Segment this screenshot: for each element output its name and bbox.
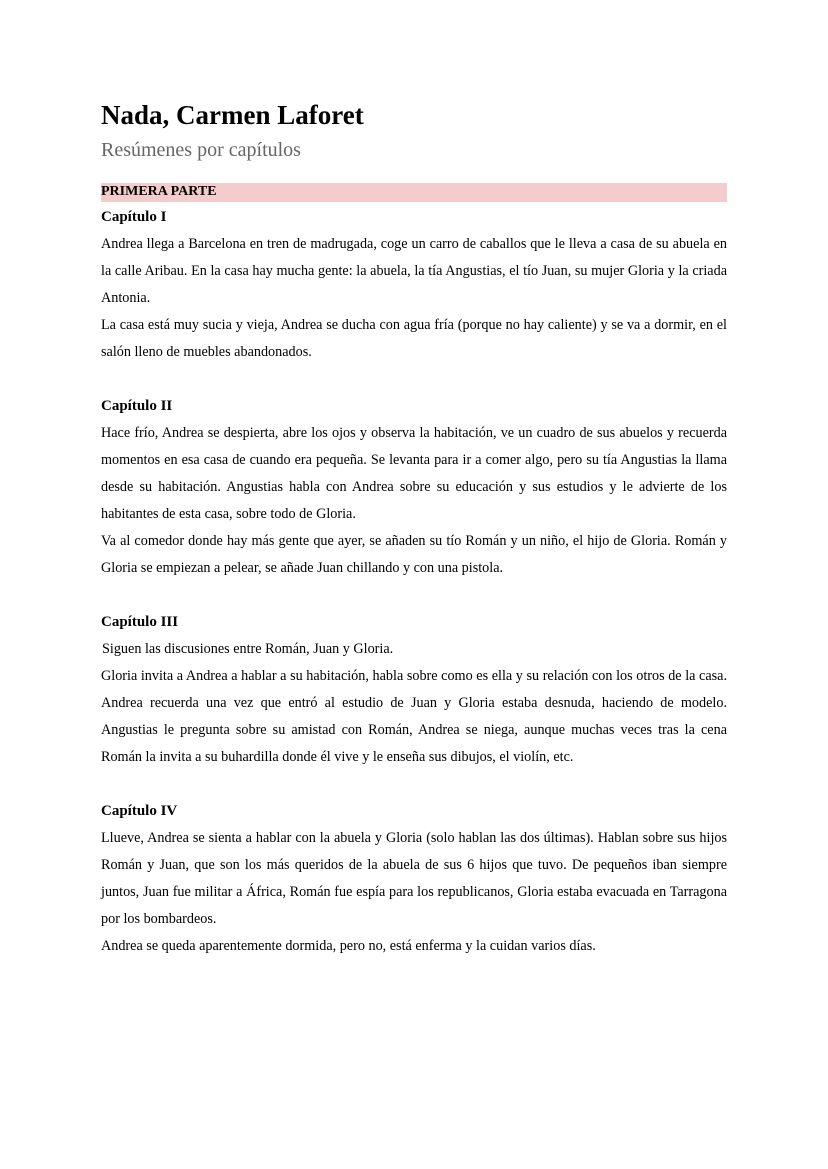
section-spacer [101, 366, 727, 393]
chapter-heading: Capítulo III [101, 614, 179, 630]
document-subtitle: Resúmenes por capítulos [101, 139, 301, 161]
chapter-paragraph: Andrea se queda aparentemente dormida, pero no, está enferma y la cuidan varios días. [101, 938, 596, 954]
chapter-paragraph: Llueve, Andrea se sienta a hablar con la abuela y Gloria (solo hablan las dos últimas). Hablan sobre sus hijos Román y Juan, que son los más queridos de la abuela de sus 6 hijos que tuvo. De pequeños iban siempre juntos, Juan fue militar a África, Román fue espía para los republicanos, Gloria estaba evacuada en Tarragona por los bombardeos. [101, 830, 727, 927]
document-page [101, 96, 727, 960]
section-spacer [101, 771, 727, 798]
chapter-3 [101, 609, 727, 771]
chapter-4 [101, 798, 727, 960]
chapter-heading: Capítulo II [101, 398, 173, 414]
section-spacer [101, 582, 727, 609]
chapter-paragraph: Andrea llega a Barcelona en tren de madrugada, coge un carro de caballos que le lleva a casa de su abuela en la calle Aribau. En la casa hay mucha gente: la abuela, la tía Angustias, el tío Juan, su mujer Gloria y la criada Antonia. [101, 236, 727, 306]
chapter-2 [101, 393, 727, 582]
part-heading: PRIMERA PARTE [101, 183, 727, 202]
chapter-1 [101, 204, 727, 366]
document-title: Nada, Carmen Laforet [101, 100, 364, 130]
chapter-paragraph: La casa está muy sucia y vieja, Andrea se ducha con agua fría (porque no hay caliente) y se va a dormir, en el salón lleno de muebles abandonados. [101, 317, 727, 360]
chapter-paragraph: Gloria invita a Andrea a hablar a su habitación, habla sobre como es ella y su relación con los otros de la casa. Andrea recuerda una vez que entró al estudio de Juan y Gloria estaba desnuda, haciendo de modelo. Angustias le pregunta sobre su amistad con Román, Andrea se niega, aunque muchas veces tras la cena Román la invita a su buhardilla donde él vive y le enseña sus dibujos, el violín, etc. [101, 668, 727, 765]
chapter-heading: Capítulo IV [101, 803, 178, 819]
chapter-heading: Capítulo I [101, 209, 167, 225]
chapter-paragraph: Va al comedor donde hay más gente que ayer, se añaden su tío Román y un niño, el hijo de Gloria. Román y Gloria se empiezan a pelear, se añade Juan chillando y con una pistola. [101, 533, 727, 576]
chapter-paragraph: Hace frío, Andrea se despierta, abre los ojos y observa la habitación, ve un cuadro de sus abuelos y recuerda momentos en esa casa de cuando era pequeña. Se levanta para ir a comer algo, pero su tía Angustias la llama desde su habitación. Angustias habla con Andrea sobre su educación y sus estudios y le advierte de los habitantes de esta casa, sobre todo de Gloria. [101, 425, 727, 522]
chapter-paragraph: Siguen las discusiones entre Román, Juan y Gloria. [102, 641, 394, 657]
